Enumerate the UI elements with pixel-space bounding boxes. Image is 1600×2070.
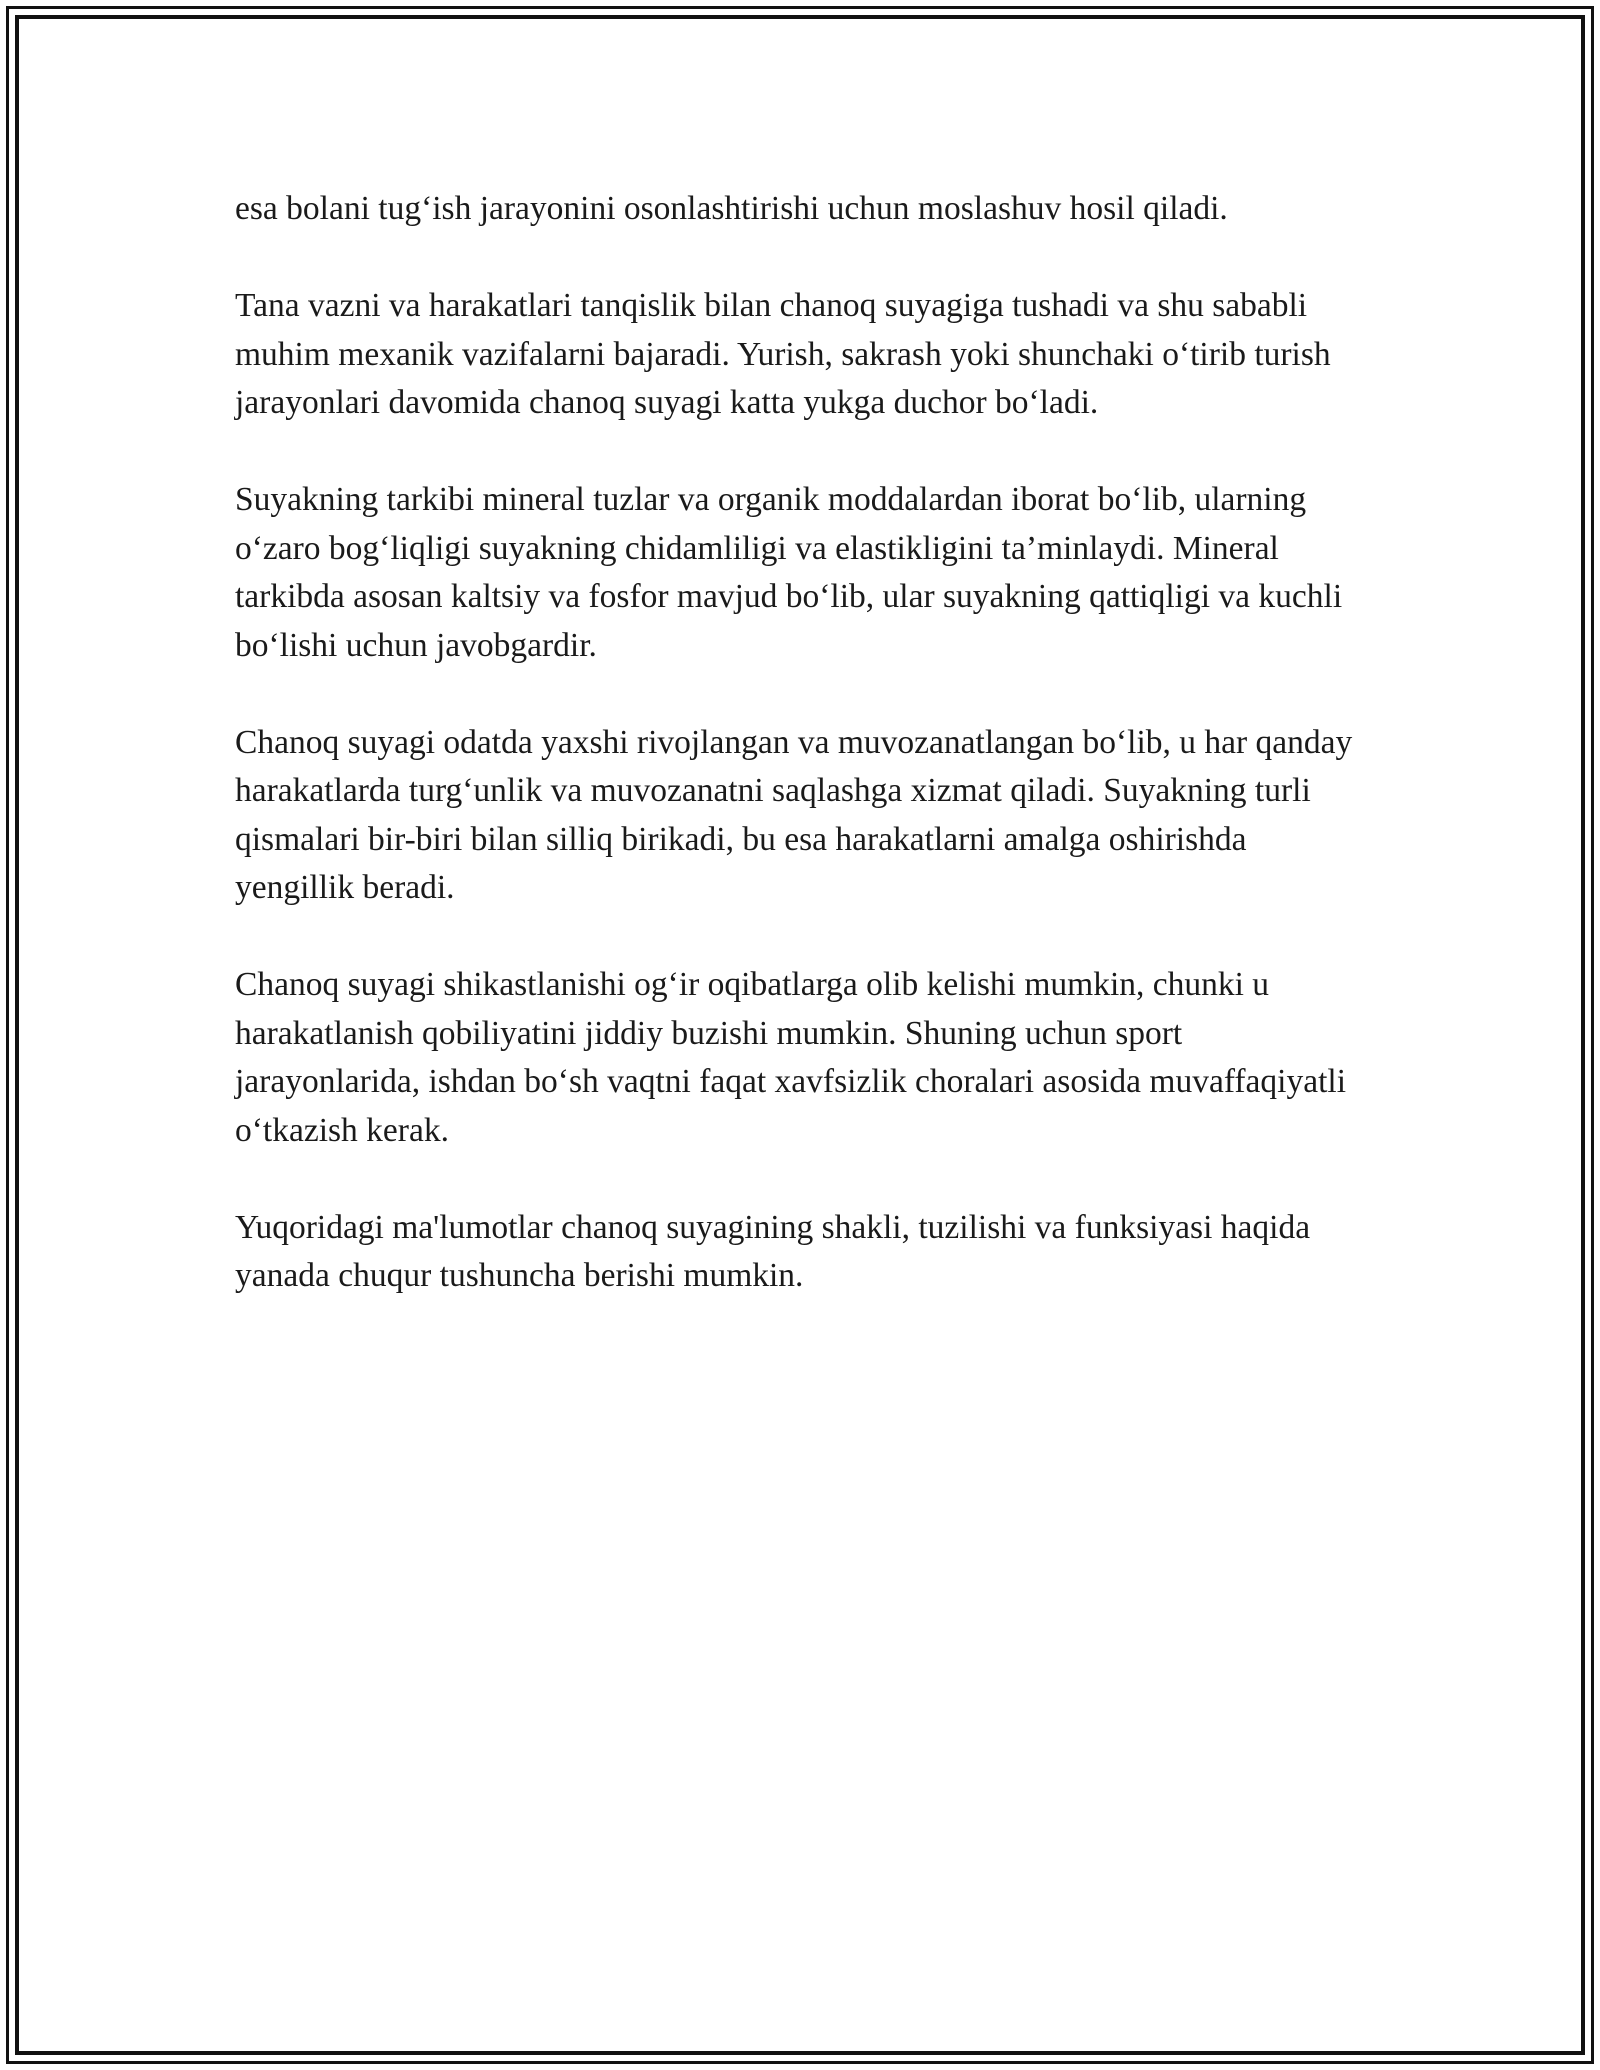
paragraph: Suyakning tarkibi mineral tuzlar va organik moddalardan iborat bo‘lib, ularning o‘zaro bog‘liqligi suyakning chidamliligi va elastikligini ta’minlaydi. Mineral tarkibda asosan kaltsiy va fosfor mavjud bo‘lib, ular suyakning qattiqligi va kuchli bo‘lishi uchun javobgardir. (235, 481, 1343, 664)
paragraph: Tana vazni va harakatlari tanqislik bilan chanoq suyagiga tushadi va shu sababli muhim mexanik vazifalarni bajaradi. Yurish, sakrash yoki shunchaki o‘tirib turish jarayonlari davomida chanoq suyagi katta yukga duchor bo‘ladi. (235, 287, 1331, 421)
paragraph: Chanoq suyagi odatda yaxshi rivojlangan va muvozanatlangan bo‘lib, u har qanday harakatlarda turg‘unlik va muvozanatni saqlashga xizmat qiladi. Suyakning turli qismalari bir-biri bilan silliq birikadi, bu esa harakatlarni amalga oshirishda yengillik beradi. (235, 723, 1353, 906)
document-body (235, 185, 1365, 1301)
paragraph: esa bolani tug‘ish jarayonini osonlashtirishi uchun moslashuv hosil qiladi. (235, 190, 1228, 227)
paragraph: Yuqoridagi ma'lumotlar chanoq suyagining shakli, tuzilishi va funksiyasi haqida yanada chuqur tushuncha berishi mumkin. (235, 1208, 1311, 1294)
paragraph: Chanoq suyagi shikastlanishi og‘ir oqibatlarga olib kelishi mumkin, chunki u harakatlanish qobiliyatini jiddiy buzishi mumkin. Shuning uchun sport jarayonlarida, ishdan bo‘sh vaqtni faqat xavfsizlik choralari asosida muvaffaqiyatli o‘tkazish kerak. (235, 966, 1347, 1149)
